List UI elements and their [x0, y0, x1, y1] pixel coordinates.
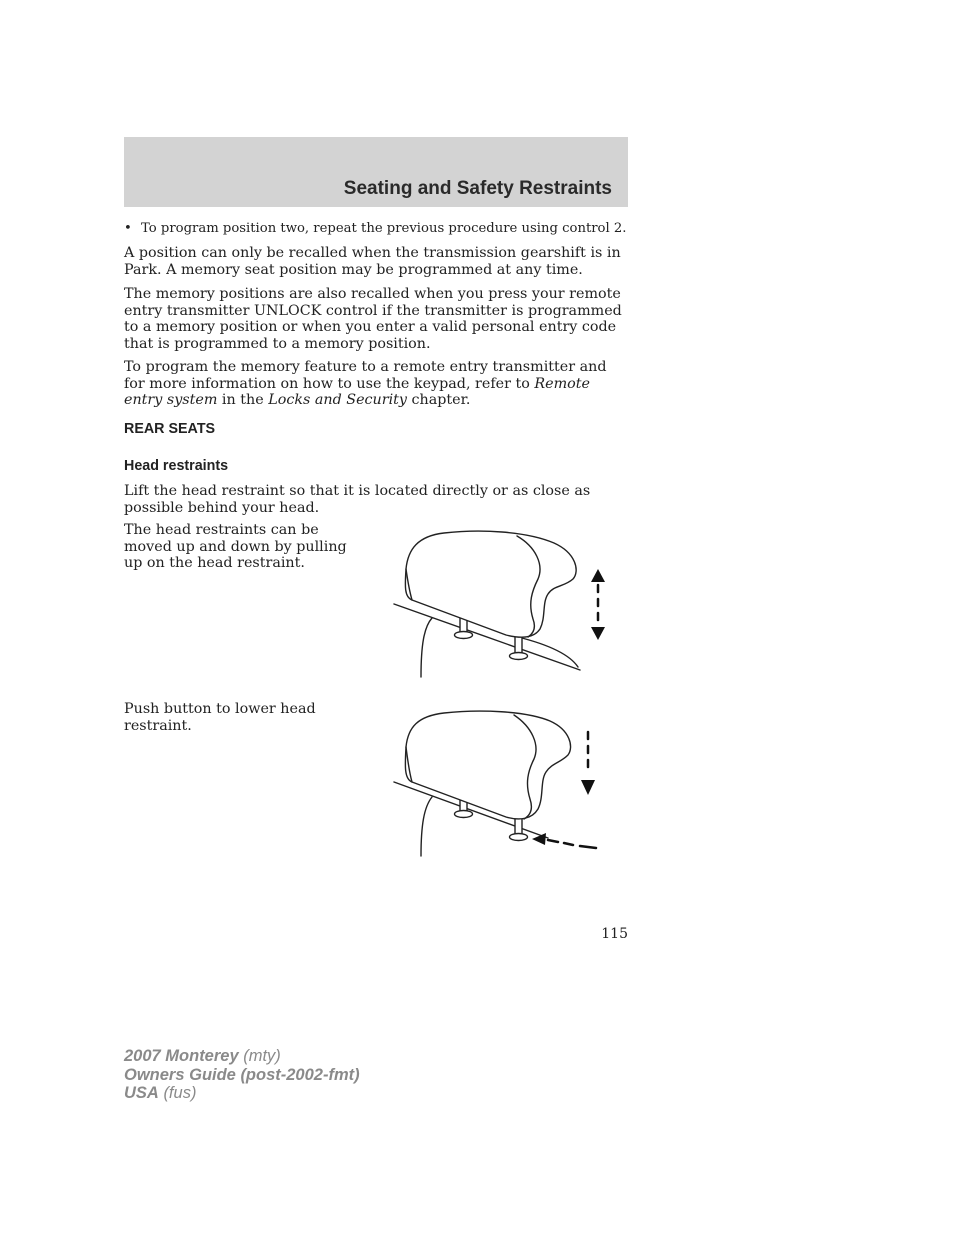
text-part: To program the memory feature to a remote entry transmitter and for more information on how to use the keypad, refer to — [124, 359, 607, 392]
page-number: 115 — [601, 926, 628, 942]
text-part: in the — [217, 392, 269, 408]
paragraph-remote-recall: The memory positions are also recalled when you press your remote entry transmitter UNLOCK control if the transmitter is programmed to a memory position or when you enter a valid personal entry code that is programmed to a memory position. — [124, 286, 622, 352]
bullet-text: To program position two, repeat the previous procedure using control 2. — [141, 221, 627, 236]
section-header-band — [124, 137, 628, 207]
document-footer — [124, 1047, 360, 1103]
text-part: chapter. — [407, 392, 471, 408]
head-restraint-lower-illustration — [388, 705, 618, 857]
paragraph-program-remote — [124, 359, 628, 409]
footer-model-code: (mty) — [243, 1047, 281, 1065]
reference-remote-entry: Remote entry system — [124, 375, 590, 408]
paragraph-recall: A position can only be recalled when the transmission gearshift is in Park. A memory seat position may be programmed at any time. — [124, 245, 621, 278]
head-restraint-raise-illustration — [388, 527, 618, 679]
footer-market: USA — [124, 1084, 159, 1102]
bullet-item — [124, 221, 628, 238]
footer-market-code: (fus) — [163, 1084, 197, 1102]
reference-locks-security: Locks and Security — [268, 392, 407, 408]
paragraph-move-restraint: The head restraints can be moved up and down by pulling up on the head restraint. — [124, 522, 347, 571]
footer-line-market — [124, 1084, 360, 1103]
footer-guide: Owners Guide (post-2002-fmt) — [124, 1065, 360, 1084]
section-title: Seating and Safety Restraints — [343, 178, 612, 199]
subheading-head-restraints: Head restraints — [124, 458, 229, 474]
footer-line-guide — [124, 1066, 360, 1085]
paragraph-lift-restraint: Lift the head restraint so that it is located directly or as close as possible behind your head. — [124, 483, 591, 516]
bullet-symbol: • — [124, 221, 132, 236]
paragraph-push-button: Push button to lower head restraint. — [124, 701, 316, 734]
section-heading-rear-seats: REAR SEATS — [124, 421, 216, 437]
footer-model: 2007 Monterey — [124, 1047, 239, 1065]
footer-line-model — [124, 1047, 360, 1066]
